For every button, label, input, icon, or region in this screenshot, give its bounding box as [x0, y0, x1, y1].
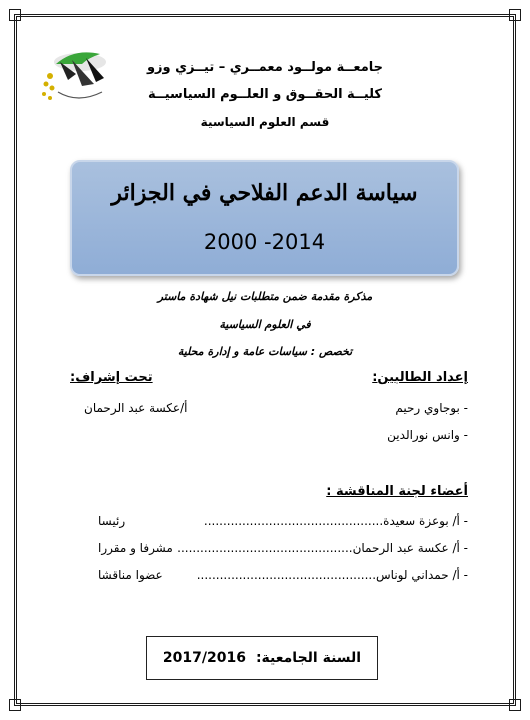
- thesis-years: 2000 -2014: [203, 230, 326, 254]
- student-name: - بوجاوي رحيم: [395, 401, 468, 415]
- border-corner: [9, 699, 21, 711]
- border-corner: [509, 9, 521, 21]
- academic-year-label: السنة الجامعية:: [255, 650, 362, 666]
- students-heading: إعداد الطالبين:: [372, 370, 468, 385]
- thesis-title: سياسة الدعم الفلاحي في الجزائر: [111, 180, 418, 206]
- academic-year-value: 2017/2016: [162, 650, 246, 666]
- title-box: [70, 160, 459, 276]
- academic-year-box: [146, 636, 378, 680]
- committee-member-name: - أ/ حمداني لوناس...............................................: [196, 568, 468, 582]
- committee-member-role: رئيسا: [98, 514, 126, 528]
- memo-specialty: تخصص : سياسات عامة و إدارة محلية: [177, 345, 353, 358]
- committee-member-role: عضوا مناقشا: [98, 568, 163, 582]
- memo-line: مذكرة مقدمة ضمن متطلبات نيل شهادة ماستر: [157, 290, 373, 303]
- committee-member-name: - أ/ بوعزة سعيدة...............................................: [203, 514, 468, 528]
- committee-member-name: - أ/ عكسة عبد الرحمان..............................................: [177, 541, 468, 555]
- department-name: قسم العلوم السياسية: [200, 115, 330, 129]
- student-name: - وانس نورالدين: [387, 428, 468, 442]
- border-corner: [509, 699, 521, 711]
- university-logo: [38, 44, 114, 110]
- committee-heading: أعضاء لجنة المناقشة :: [326, 484, 468, 499]
- supervisor-heading: تحت إشراف:: [70, 370, 153, 385]
- university-name: جامعــة مولــود معمــري – تيــزي وزو: [146, 60, 384, 75]
- faculty-name: كليــة الحقــوق و العلــوم السياسيــة: [147, 87, 382, 102]
- supervisor-name: أ/عكسة عبد الرحمان: [84, 401, 188, 415]
- memo-field: في العلوم السياسية: [219, 318, 311, 331]
- committee-member-role: مشرفا و مقررا: [98, 541, 173, 555]
- border-corner: [9, 9, 21, 21]
